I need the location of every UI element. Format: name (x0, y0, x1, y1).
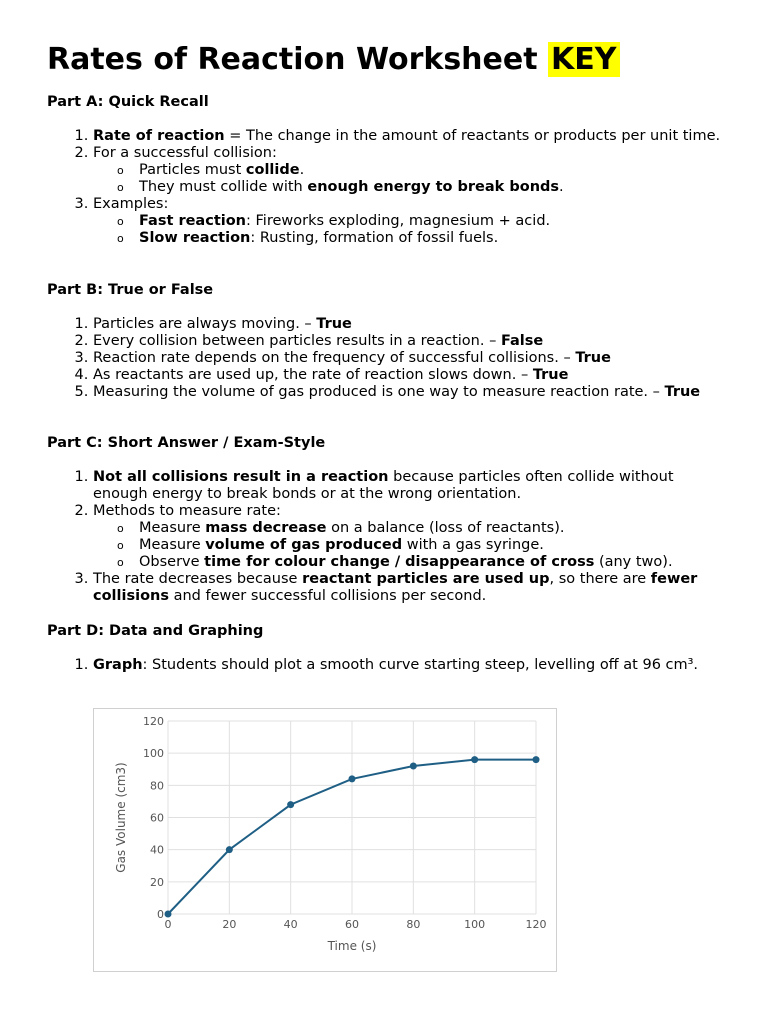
x-tick-label: 0 (164, 918, 172, 931)
sub-bold: time for colour change / disappearance of cross (204, 554, 595, 570)
key-highlight: KEY (548, 42, 619, 77)
part-d-heading: Part D: Data and Graphing (47, 623, 264, 639)
y-tick-label: 60 (150, 811, 164, 825)
definition: = The change in the amount of reactants or products per unit time. (224, 128, 721, 144)
tf-answer: True (316, 316, 352, 332)
sub-text: . (559, 179, 564, 195)
sub-text: Particles must (139, 162, 246, 178)
y-tick-label: 40 (150, 843, 164, 857)
y-tick-label: 20 (150, 875, 164, 889)
sub-bold: mass decrease (205, 520, 327, 536)
statement: Reaction rate depends on the frequency of successful collisions. – (93, 350, 576, 366)
sub-text: : Rusting, formation of fossil fuels. (250, 230, 499, 246)
data-point (226, 846, 233, 853)
x-tick-label: 60 (345, 918, 359, 931)
part-c-item-2 (93, 503, 727, 571)
x-tick-label: 40 (283, 918, 298, 931)
sub-text: : Fireworks exploding, magnesium + acid. (246, 213, 551, 229)
answer-text: because particles often collide without enough energy to break bonds or at the wrong orientation. (93, 469, 674, 502)
tf-answer: True (575, 350, 611, 366)
data-point (287, 801, 294, 808)
tf-item (93, 333, 727, 350)
answer-bold: Graph (93, 657, 143, 673)
part-d-item-1 (93, 657, 727, 674)
page-title (47, 40, 620, 80)
tf-answer: True (532, 367, 569, 383)
sub-list (93, 162, 727, 196)
tf-answer: False (500, 333, 544, 349)
x-axis-label: Time (s) (327, 939, 377, 953)
tf-answer: True (664, 384, 701, 400)
item-text: Methods to measure rate: (93, 503, 281, 519)
sub-item (139, 537, 727, 554)
tf-item (93, 316, 727, 333)
part-a-item-3 (93, 196, 727, 247)
sub-text: with a gas syringe. (402, 537, 544, 553)
x-tick-label: 100 (464, 918, 486, 931)
part-c-item-1 (93, 469, 727, 503)
sub-item (139, 230, 727, 247)
answer-bold: Not all collisions result in a reaction (93, 469, 389, 485)
x-tick-label: 80 (406, 918, 421, 931)
part-d-list (47, 657, 727, 674)
answer-text: : Students should plot a smooth curve starting steep, levelling off at 96 cm³. (142, 657, 699, 673)
statement: Particles are always moving. – (93, 316, 317, 332)
x-tick-label: 20 (222, 918, 237, 931)
item-text: For a successful collision: (93, 145, 277, 161)
sub-item (139, 179, 727, 196)
x-tick-label: 120 (525, 918, 547, 931)
part-c-item-3 (93, 571, 727, 605)
gas-volume-chart (93, 708, 557, 972)
sub-list (93, 520, 727, 571)
answer-text: , so there are (549, 571, 651, 587)
sub-item (139, 520, 727, 537)
y-tick-label: 100 (143, 747, 164, 761)
data-point (533, 756, 540, 763)
chart-grid (168, 721, 536, 914)
answer-text: The rate decreases because (93, 571, 303, 587)
answer-bold: reactant particles are used up (302, 571, 550, 587)
sub-item (139, 554, 727, 571)
term: Rate of reaction (93, 128, 225, 144)
sub-bold: enough energy to break bonds (307, 179, 560, 195)
part-a-list (47, 128, 727, 247)
part-c-heading: Part C: Short Answer / Exam-Style (47, 435, 326, 451)
data-point (471, 756, 478, 763)
statement: As reactants are used up, the rate of reaction slows down. – (93, 367, 533, 383)
statement: Every collision between particles results in a reaction. – (93, 333, 501, 349)
part-b-list (47, 316, 727, 401)
tf-item (93, 367, 727, 384)
sub-bold: collide (245, 162, 300, 178)
sub-text: Observe (139, 554, 205, 570)
chart-ticks (143, 715, 547, 931)
statement: Measuring the volume of gas produced is one way to measure reaction rate. – (93, 384, 665, 400)
sub-text: (any two). (594, 554, 673, 570)
chart-svg (94, 709, 556, 971)
data-point (165, 911, 172, 918)
sub-text: on a balance (loss of reactants). (326, 520, 565, 536)
sub-text: Measure (139, 537, 206, 553)
part-a-heading: Part A: Quick Recall (47, 94, 209, 110)
y-tick-label: 120 (143, 715, 164, 728)
sub-bold: Slow reaction (139, 230, 251, 246)
y-tick-label: 80 (150, 779, 164, 793)
part-c-list (47, 469, 727, 605)
tf-item (93, 350, 727, 367)
answer-text: and fewer successful collisions per second. (168, 588, 487, 604)
data-point (349, 775, 356, 782)
part-a-item-2 (93, 145, 727, 196)
y-tick-label: 0 (157, 908, 164, 921)
sub-text: They must collide with (139, 179, 308, 195)
sub-item (139, 162, 727, 179)
title-text: Rates of Reaction Worksheet (47, 42, 549, 77)
part-b-heading: Part B: True or False (47, 282, 214, 298)
item-text: Examples: (93, 196, 169, 212)
answer-bold: fewer collisions (93, 571, 698, 604)
sub-bold: Fast reaction (139, 213, 247, 229)
y-axis-label: Gas Volume (cm3) (114, 762, 128, 873)
sub-bold: volume of gas produced (205, 537, 403, 553)
sub-text: . (299, 162, 305, 178)
sub-item (139, 213, 727, 230)
data-point (410, 763, 417, 770)
sub-list (93, 213, 727, 247)
sub-text: Measure (139, 520, 206, 536)
tf-item (93, 384, 727, 401)
part-a-item-1 (93, 128, 727, 145)
